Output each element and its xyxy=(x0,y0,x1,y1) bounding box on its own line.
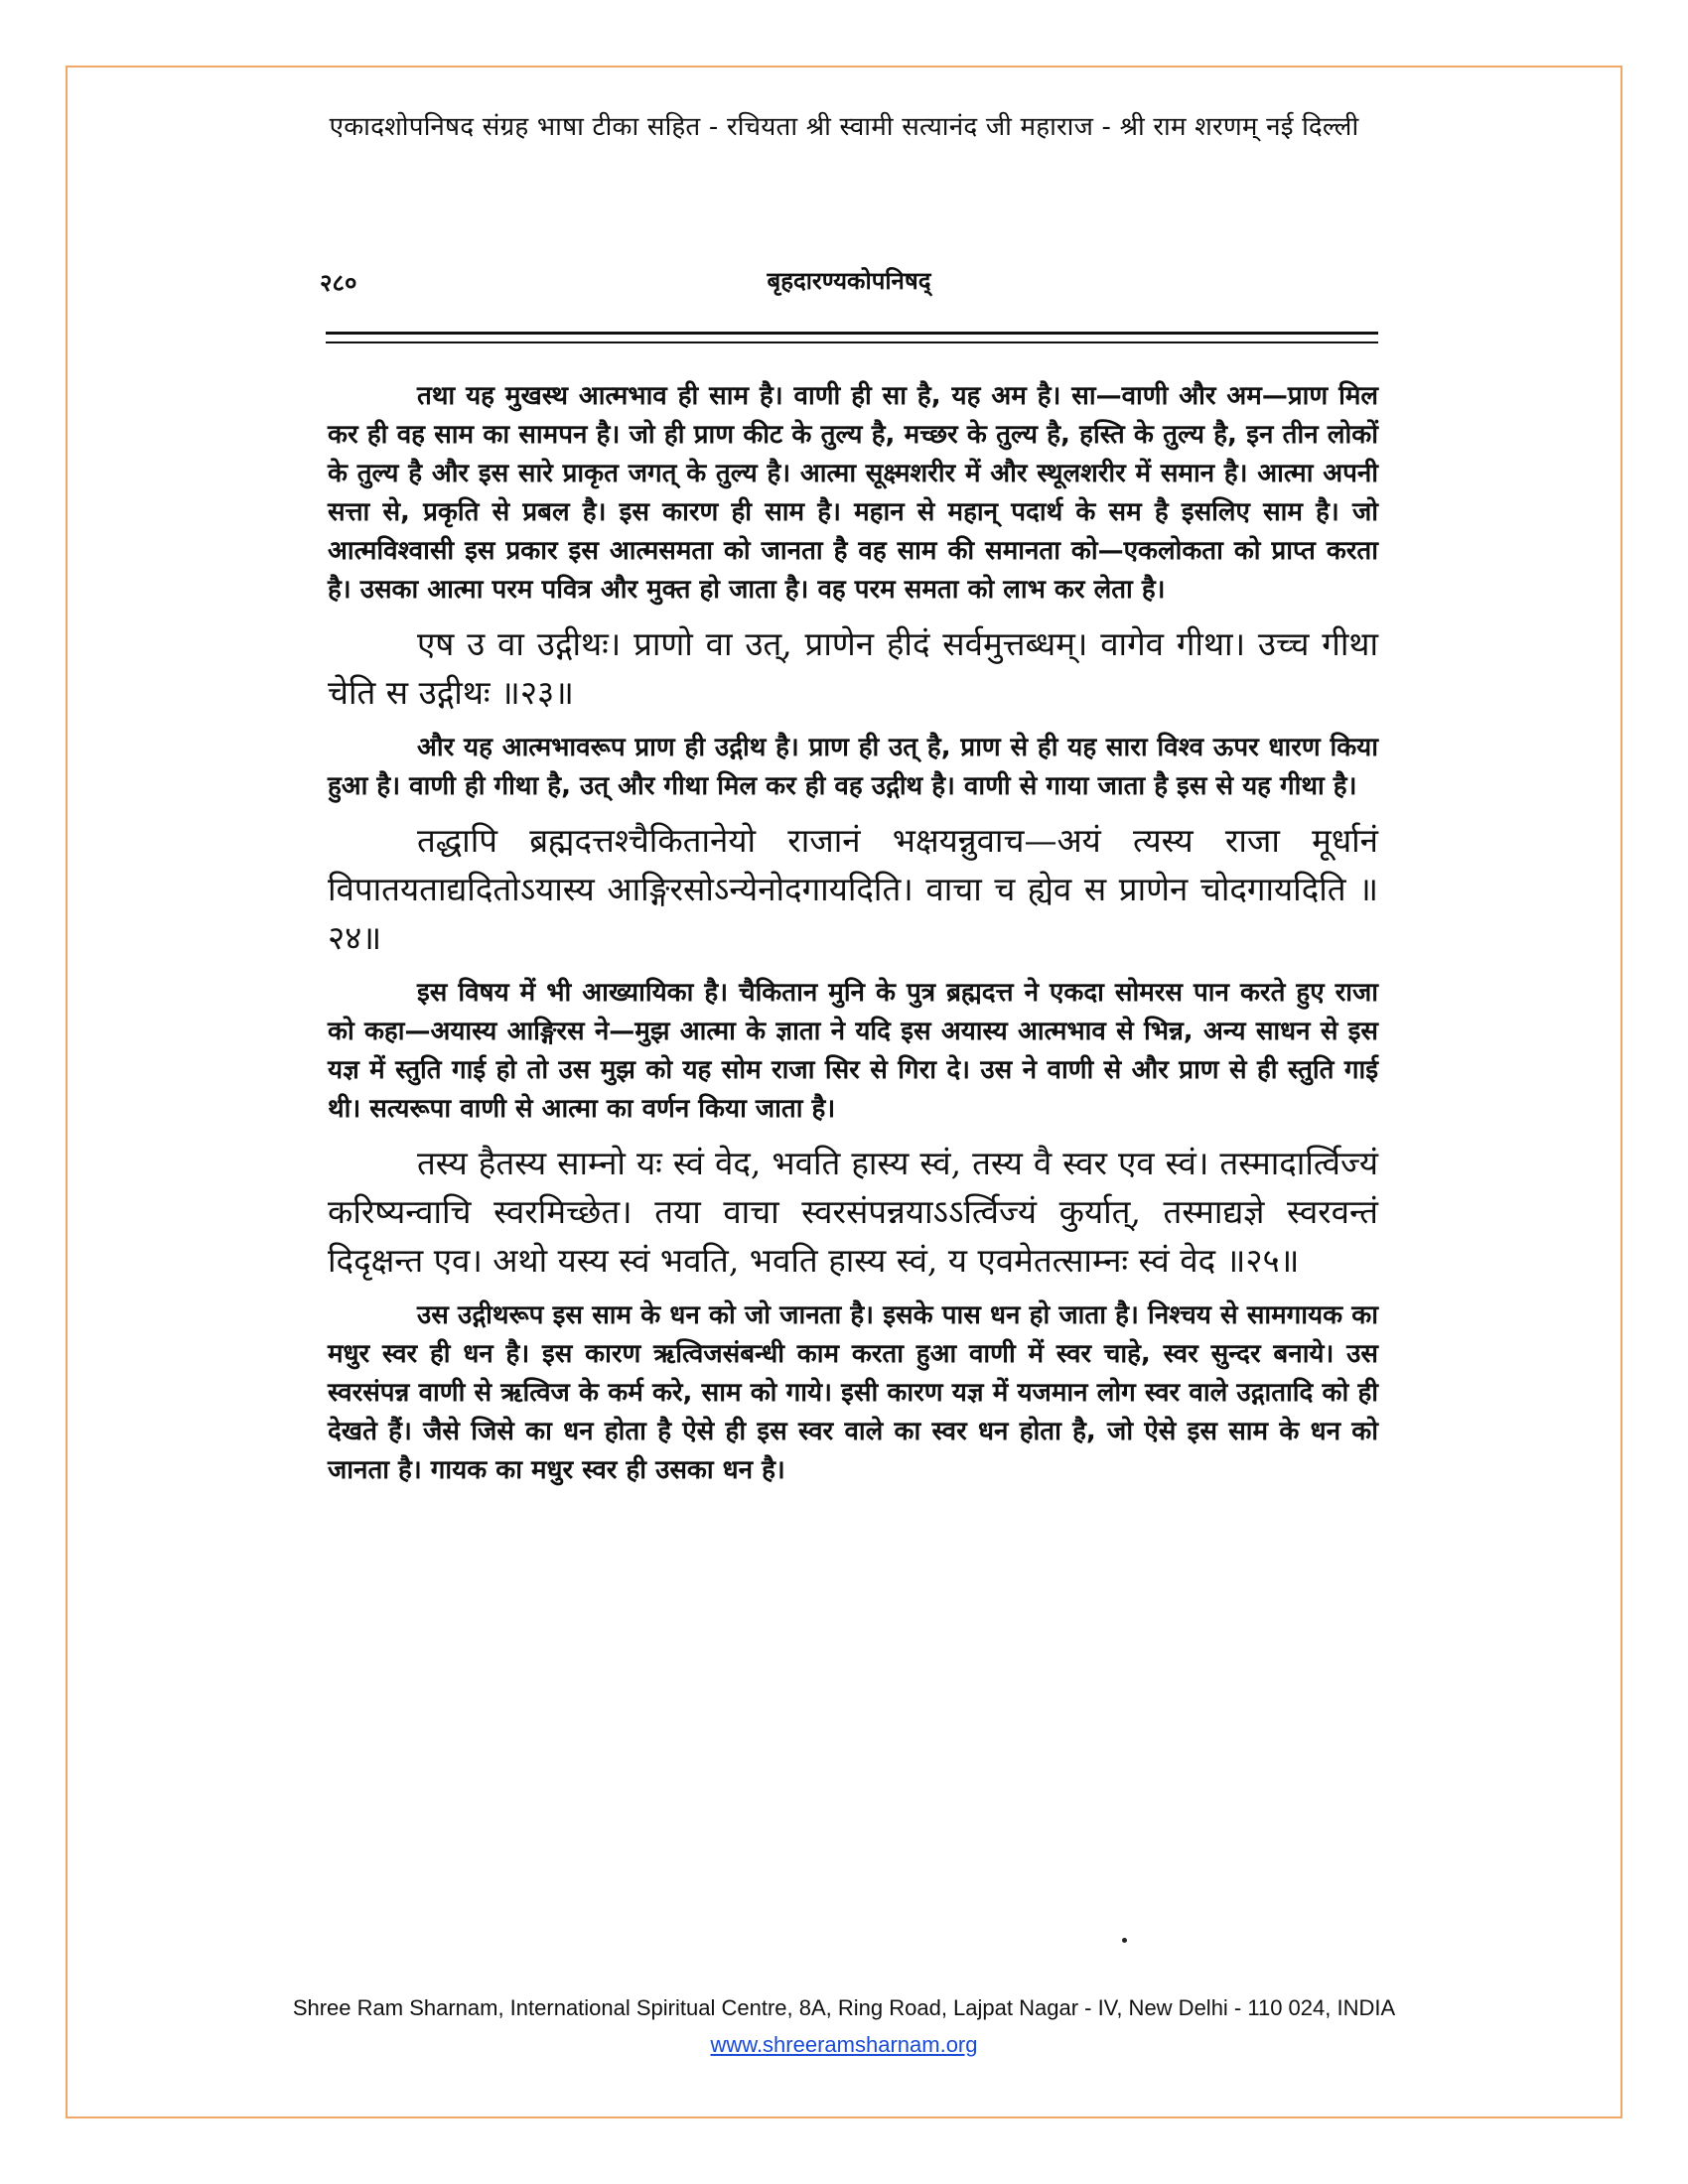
header-rule-thick xyxy=(326,332,1378,335)
commentary-paragraph: और यह आत्मभावरूप प्राण ही उद्गीथ है। प्राण ही उत् है, प्राण से ही यह सारा विश्व ऊपर धारण किया हुआ है। वाणी ही गीथा है, उत् और गीथा मिल कर ही वह उद्गीथ है। वाणी से गाया जाता है इस से यह गीथा है। xyxy=(328,733,1378,801)
page-header: एकादशोपनिषद संग्रह भाषा टीका सहित - रचियता श्री स्वामी सत्यानंद जी महाराज - श्री राम शरणम् नई दिल्ली xyxy=(329,112,1359,142)
sanskrit-verse: तस्य हैतस्य साम्नो यः स्वं वेद, भवति हास्य स्वं, तस्य वै स्वर एव स्वं। तस्मादार्त्विज्यं करिष्यन्वाचि स्वरमिच्छेत। तया वाचा स्वरसंपन्नयाऽऽर्त्विज्यं कुर्यात्, तस्माद्यज्ञे स्वरवन्तं दिदृक्षन्त एव। अथो यस्य स्वं भवति, भवति हास्य स्वं, य एवमेतत्साम्नः स्वं वेद ॥२५॥ xyxy=(328,1144,1378,1280)
commentary-paragraph: तथा यह मुखस्थ आत्मभाव ही साम है। वाणी ही सा है, यह अम है। सा—वाणी और अम—प्राण मिल कर ही वह साम का सामपन है। जो ही प्राण कीट के तुल्य है, मच्छर के तुल्य है, हस्ति के तुल्य है, इन तीन लोकों के तुल्य है और इस सारे प्राकृत जगत् के तुल्य है। आत्मा सूक्ष्मशरीर में और स्थूलशरीर में समान है। आत्मा अपनी सत्ता से, प्रकृति से प्रबल है। इस कारण ही साम है। महान से महान् पदार्थ के सम है इसलिए साम है। जो आत्मविश्वासी इस प्रकार इस आत्मसमता को जानता है वह साम की समानता को—एकलोकता को प्राप्त करता है। उसका आत्मा परम पवित्र और मुक्त हो जाता है। वह परम समता को लाभ कर लेता है। xyxy=(328,381,1378,605)
header-rule-thin xyxy=(326,341,1378,343)
scan-header xyxy=(320,260,1378,300)
page-body xyxy=(328,377,1378,1500)
running-title: बृहदारण्यकोपनिषद् xyxy=(767,266,931,295)
scanned-page xyxy=(320,260,1378,1948)
sanskrit-verse: एष उ वा उद्गीथः। प्राणो वा उत्, प्राणेन हीदं सर्वमुत्तब्धम्। वागेव गीथा। उच्च गीथा चेति स उद्गीथः ॥२३॥ xyxy=(328,624,1378,712)
scan-speck xyxy=(1122,1938,1127,1943)
sanskrit-verse: तद्धापि ब्रह्मदत्तश्चैकितानेयो राजानं भक्षयन्नुवाच—अयं त्यस्य राजा मूर्धानं विपातयताद्यदितोऽयास्य आङ्गिरसोऽन्येनोदगायदिति। वाचा च ह्येव स प्राणेन चोदगायदिति ॥२४॥ xyxy=(328,821,1378,957)
page-number: २८० xyxy=(320,268,357,297)
website-link[interactable]: www.shreeramsharnam.org xyxy=(710,2032,978,2057)
commentary-paragraph: उस उद्गीथरूप इस साम के धन को जो जानता है। इसके पास धन हो जाता है। निश्चय से सामगायक का मधुर स्वर ही धन है। इस कारण ऋत्विजसंबन्धी काम करता हुआ वाणी में स्वर चाहे, स्वर सुन्दर बनाये। उस स्वरसंपन्न वाणी से ऋत्विज के कर्म करे, साम को गाये। इसी कारण यज्ञ में यजमान लोग स्वर वाले उद्गातादि को ही देखते हैं। जैसे जिसे का धन होता है ऐसे ही इस स्वर वाले का स्वर धन होता है, जो ऐसे इस साम के धन को जानता है। गायक का मधुर स्वर ही उसका धन है। xyxy=(328,1300,1378,1485)
footer-address: Shree Ram Sharnam, International Spiritual Centre, 8A, Ring Road, Lajpat Nagar - IV, New Delhi - 110 024, INDIA xyxy=(292,1995,1396,2020)
commentary-paragraph: इस विषय में भी आख्यायिका है। चैकितान मुनि के पुत्र ब्रह्मदत्त ने एकदा सोमरस पान करते हुए राजा को कहा—अयास्य आङ्गिरस ने—मुझ आत्मा के ज्ञाता ने यदि इस अयास्य आत्मभाव से भिन्न, अन्य साधन से इस यज्ञ में स्तुति गाई हो तो उस मुझ को यह सोम राजा सिर से गिरा दे। उस ने वाणी से और प्राण से ही स्तुति गाई थी। सत्यरूपा वाणी से आत्मा का वर्णन किया जाता है। xyxy=(328,978,1378,1124)
